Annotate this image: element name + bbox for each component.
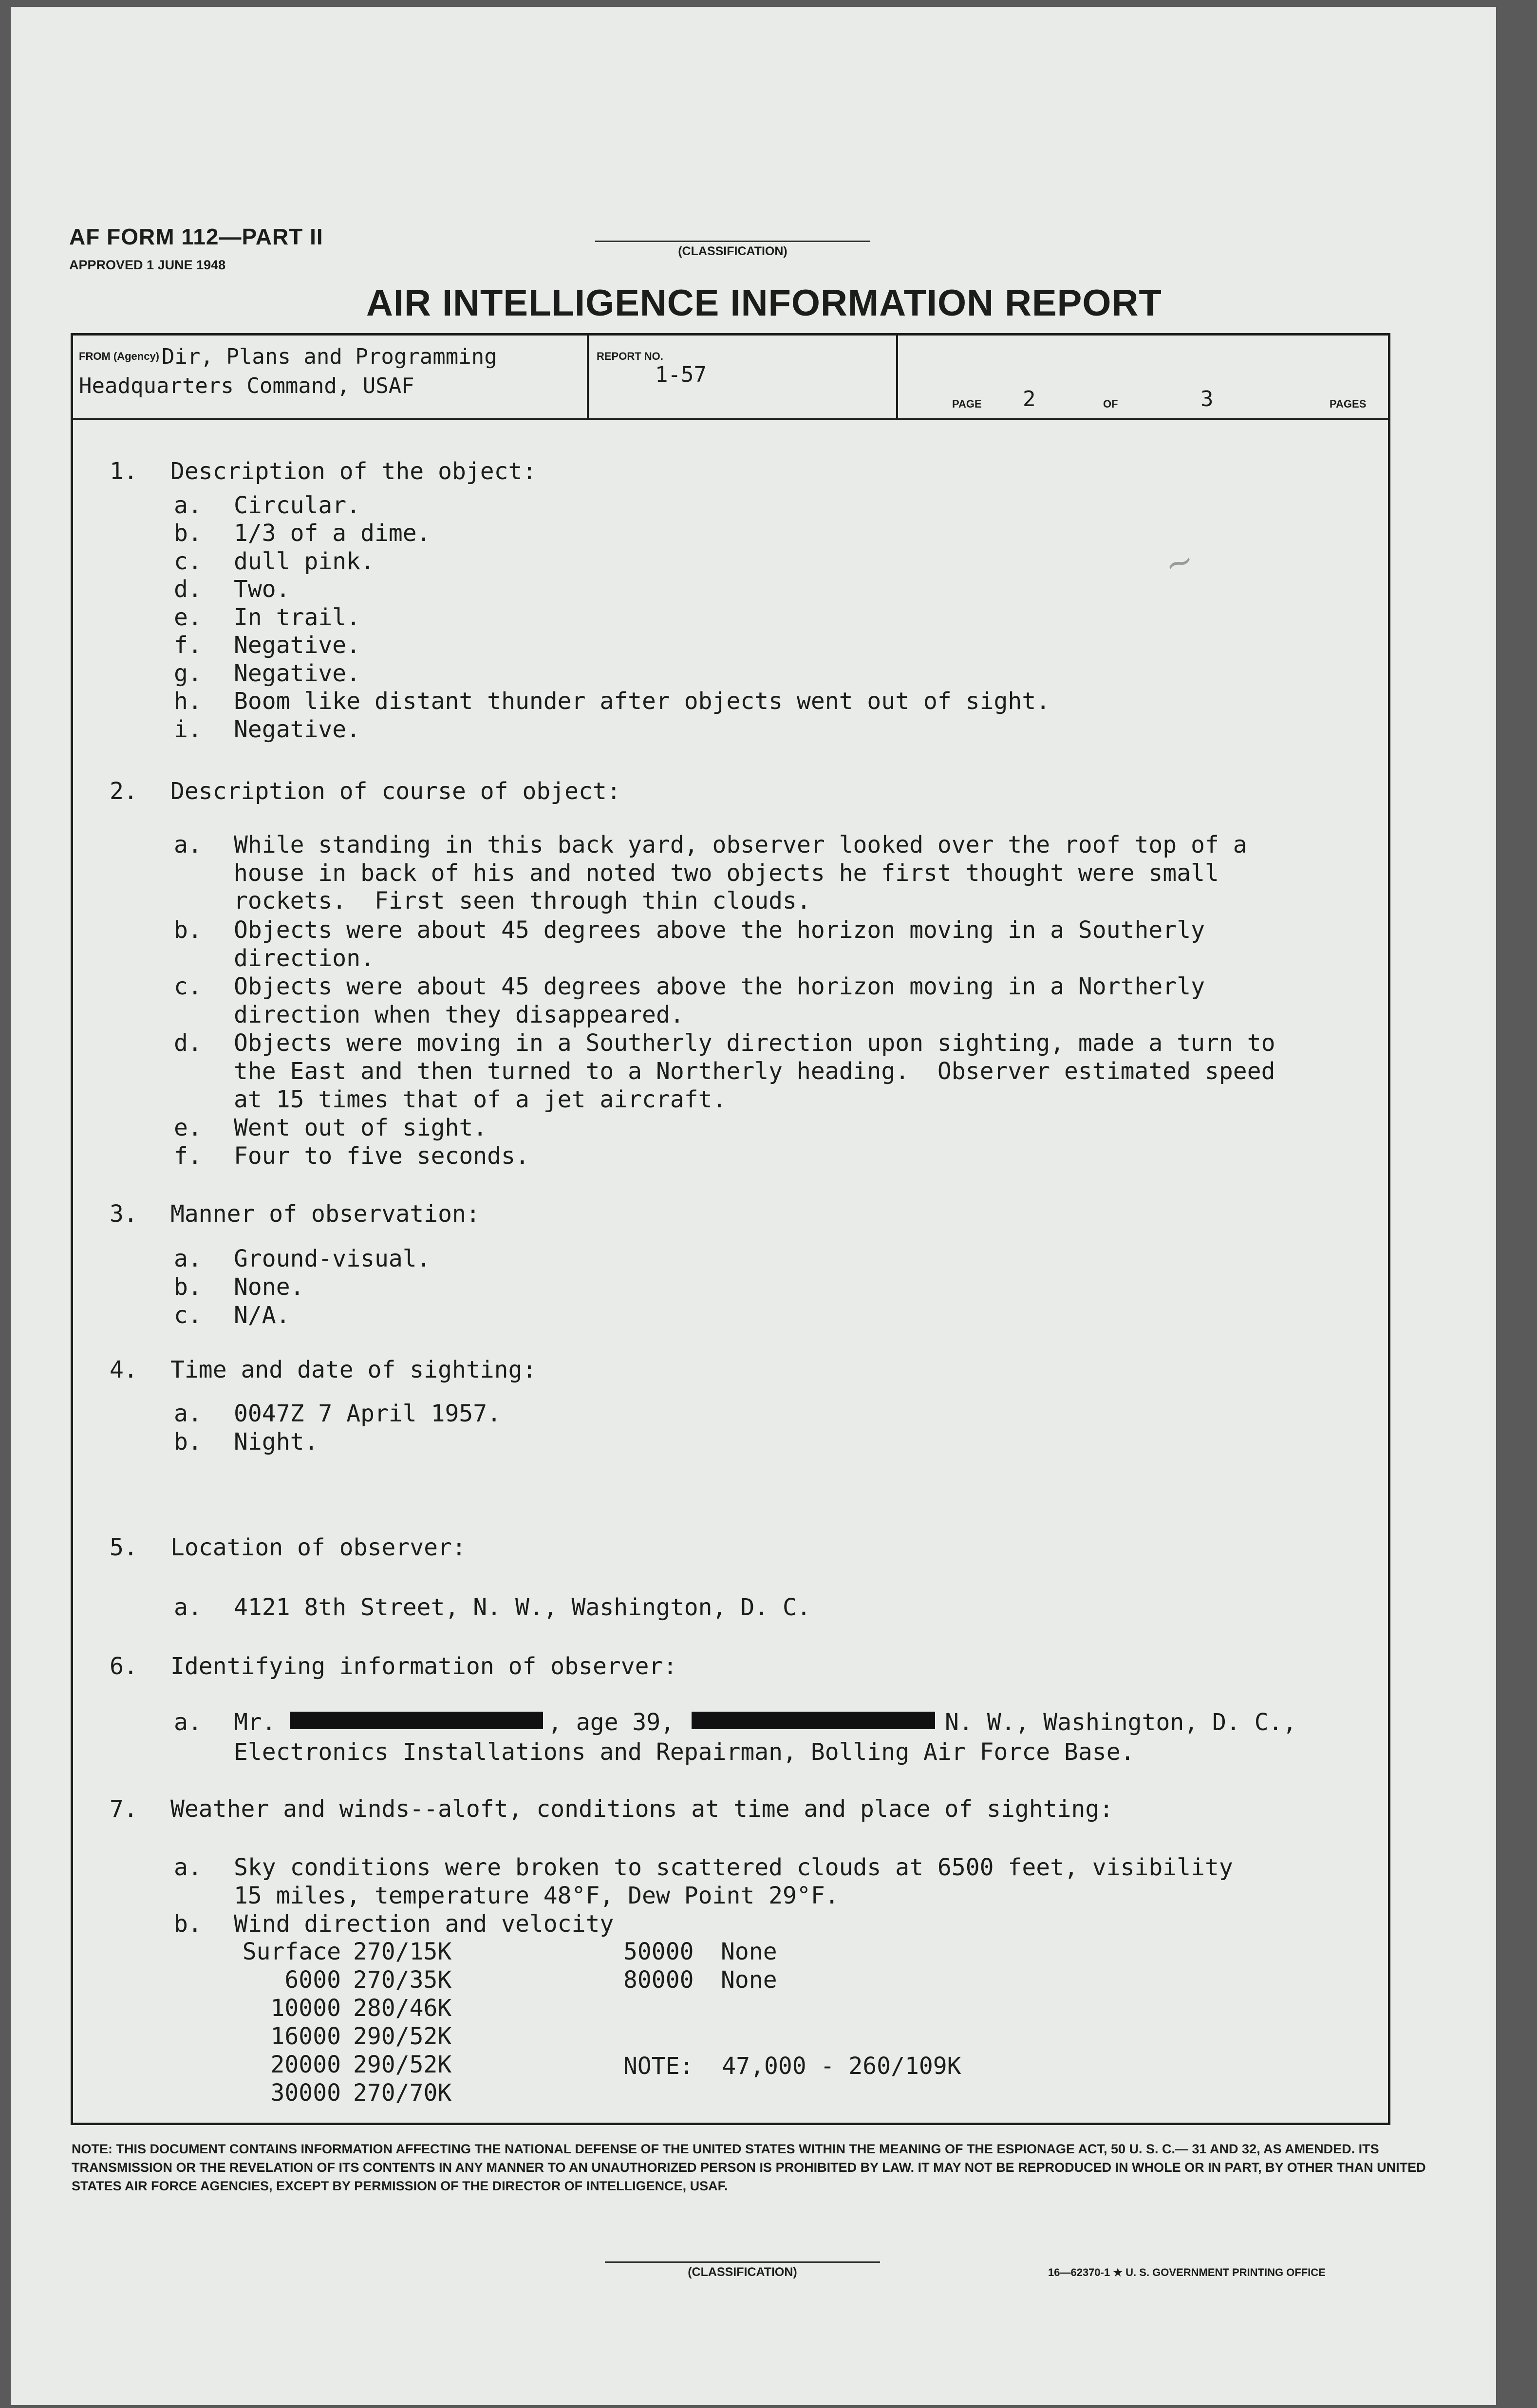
report-title: AIR INTELLIGENCE INFORMATION REPORT <box>366 282 1162 324</box>
report-header-row <box>73 336 1388 420</box>
body-text-line: Two. <box>234 576 290 603</box>
form-id: AF FORM 112—PART II <box>69 224 323 249</box>
section-number: 1. <box>110 458 138 485</box>
section-heading: Manner of observation: <box>170 1200 480 1228</box>
document-page <box>11 7 1496 2405</box>
section-number: 7. <box>110 1795 138 1823</box>
pages-label: PAGES <box>1330 398 1367 410</box>
total-pages: 3 <box>1200 387 1214 411</box>
item-letter: a. <box>174 1400 202 1427</box>
body-text-line: Electronics Installations and Repairman, Bolling Air Force Base. <box>234 1738 1135 1766</box>
body-text-line: 4121 8th Street, N. W., Washington, D. C. <box>234 1594 811 1621</box>
winds-value: None <box>721 1938 777 1965</box>
section-heading: Description of the object: <box>170 458 537 485</box>
item-letter: a. <box>174 1594 202 1621</box>
winds-altitude: 20000 <box>270 2051 341 2078</box>
winds-value: 290/52K <box>353 2051 452 2078</box>
from-line-1: Dir, Plans and Programming <box>162 344 497 369</box>
item-letter: e. <box>174 604 202 631</box>
from-label: FROM (Agency) <box>79 350 159 362</box>
winds-value: 270/70K <box>353 2079 452 2107</box>
body-text-line: direction when they disappeared. <box>234 1001 684 1028</box>
item-letter: f. <box>174 632 202 659</box>
winds-altitude: 16000 <box>270 2023 341 2050</box>
item-letter: c. <box>174 548 202 575</box>
section-heading: Identifying information of observer: <box>170 1653 677 1680</box>
body-text-line: Four to five seconds. <box>234 1142 529 1170</box>
item-letter: g. <box>174 660 202 687</box>
header-divider-2 <box>896 336 898 418</box>
body-text-line: Negative. <box>234 632 361 659</box>
body-text-line: While standing in this back yard, observer looked over the roof top of a <box>234 831 1247 859</box>
item-letter: a. <box>174 831 202 859</box>
of-label: OF <box>1103 398 1118 410</box>
body-text-line: Boom like distant thunder after objects went out of sight. <box>234 688 1050 715</box>
winds-value: 270/35K <box>353 1966 452 1994</box>
item-letter: i. <box>174 716 202 743</box>
body-text-line: None. <box>234 1273 304 1301</box>
page-count-cell <box>906 336 1388 418</box>
item-letter: c. <box>174 1302 202 1329</box>
winds-altitude: 10000 <box>270 1995 341 2022</box>
redaction-observer-name <box>290 1712 543 1729</box>
body-text-line: N/A. <box>234 1302 290 1329</box>
classification-line-top <box>595 241 870 242</box>
from-line-2: Headquarters Command, USAF <box>79 373 414 398</box>
item-letter: a. <box>174 1854 202 1881</box>
body-text-line: Night. <box>234 1428 319 1456</box>
item-letter: c. <box>174 973 202 1000</box>
body-text-line: rockets. First seen through thin clouds. <box>234 887 811 915</box>
item-letter: f. <box>174 1142 202 1170</box>
report-no-label: REPORT NO. <box>597 350 663 362</box>
section-number: 2. <box>110 778 138 805</box>
printing-office-line: 16—62370-1 ★ U. S. GOVERNMENT PRINTING OFFICE <box>1048 2266 1326 2278</box>
item-letter: a. <box>174 1245 202 1272</box>
body-text-line: Ground-visual. <box>234 1245 431 1272</box>
section-number: 6. <box>110 1653 138 1680</box>
winds-note: NOTE: 47,000 - 260/109K <box>623 2053 961 2080</box>
form-approved-date: APPROVED 1 JUNE 1948 <box>69 258 226 272</box>
winds-altitude: 80000 <box>623 1966 694 1994</box>
body-text-line: Circular. <box>234 492 361 519</box>
section-number: 5. <box>110 1534 138 1561</box>
security-footnote: NOTE: THIS DOCUMENT CONTAINS INFORMATION AFFECTING THE NATIONAL DEFENSE OF THE UNITED STATES WITHIN THE MEANING OF THE ESPIONAGE ACT, 50 U. S. C.— 31 AND 32, AS AMENDED. ITS TRANSMISSION OR THE REVELATION OF ITS CONTENTS IN ANY MANNER TO AN UNAUTHORIZED PERSON IS PROHIBITED BY LAW. IT MAY NOT BE REPRODUCED IN WHOLE OR IN PART, BY OTHER THAN UNITED STATES AIR FORCE AGENCIES, EXCEPT BY PERMISSION OF THE DIRECTOR OF INTELLIGENCE, USAF. <box>72 2142 1426 2193</box>
report-frame <box>71 333 1390 2125</box>
winds-value: None <box>721 1966 777 1994</box>
body-text-line: 0047Z 7 April 1957. <box>234 1400 502 1427</box>
section-heading: Location of observer: <box>170 1534 466 1561</box>
body-text-line: 15 miles, temperature 48°F, Dew Point 29°F. <box>234 1882 839 1909</box>
body-text-line: Negative. <box>234 716 361 743</box>
item-letter: b. <box>174 1428 202 1456</box>
page-label: PAGE <box>952 398 982 410</box>
body-text-line: direction. <box>234 945 375 972</box>
section-number: 4. <box>110 1356 138 1383</box>
classification-label-bottom: (CLASSIFICATION) <box>688 2265 797 2279</box>
winds-altitude: 50000 <box>623 1938 694 1965</box>
item-letter: d. <box>174 1029 202 1057</box>
header-divider-1 <box>587 336 589 418</box>
winds-altitude: 6000 <box>284 1966 341 1994</box>
body-text-line: In trail. <box>234 604 361 631</box>
body-text-line: Wind direction and velocity <box>234 1910 614 1938</box>
winds-value: 290/52K <box>353 2023 452 2050</box>
item-letter: e. <box>174 1114 202 1141</box>
item-letter: b. <box>174 1273 202 1301</box>
item-letter: b. <box>174 1910 202 1938</box>
item-letter: a. <box>174 492 202 519</box>
from-agency-cell <box>79 336 639 418</box>
winds-altitude: Surface <box>242 1938 341 1965</box>
page-number: 2 <box>1023 387 1036 411</box>
body-text-line: at 15 times that of a jet aircraft. <box>234 1086 727 1113</box>
body-text-line: Sky conditions were broken to scattered clouds at 6500 feet, visibility <box>234 1854 1233 1881</box>
body-text-line: the East and then turned to a Northerly heading. Observer estimated speed <box>234 1058 1275 1085</box>
report-no-cell <box>597 336 869 418</box>
observer-prefix: Mr. <box>234 1709 276 1736</box>
handwritten-annotation-mark: ~ <box>1159 539 1199 586</box>
observer-suffix: N. W., Washington, D. C., <box>945 1709 1297 1736</box>
body-text-line: Objects were moving in a Southerly direction upon sighting, made a turn to <box>234 1029 1275 1057</box>
body-text-line: Went out of sight. <box>234 1114 487 1141</box>
body-text-line: Negative. <box>234 660 361 687</box>
section-heading: Weather and winds--aloft, conditions at time and place of sighting: <box>170 1795 1114 1823</box>
classification-line-bottom <box>605 2261 880 2263</box>
observer-item-letter: a. <box>174 1709 202 1736</box>
item-letter: h. <box>174 688 202 715</box>
body-text-line: 1/3 of a dime. <box>234 520 431 547</box>
section-heading: Description of course of object: <box>170 778 621 805</box>
section-number: 3. <box>110 1200 138 1228</box>
body-text-line: Objects were about 45 degrees above the horizon moving in a Southerly <box>234 916 1205 944</box>
body-text-line: dull pink. <box>234 548 375 575</box>
section-heading: Time and date of sighting: <box>170 1356 537 1383</box>
winds-value: 270/15K <box>353 1938 452 1965</box>
report-no: 1-57 <box>655 362 707 387</box>
item-letter: b. <box>174 520 202 547</box>
winds-value: 280/46K <box>353 1995 452 2022</box>
redaction-observer-address <box>692 1712 935 1729</box>
item-letter: d. <box>174 576 202 603</box>
observer-age: , age 39, <box>548 1709 675 1736</box>
body-text-line: house in back of his and noted two objects he first thought were small <box>234 859 1219 887</box>
classification-label-top: (CLASSIFICATION) <box>678 244 787 258</box>
winds-altitude: 30000 <box>270 2079 341 2107</box>
item-letter: b. <box>174 916 202 944</box>
body-text-line: Objects were about 45 degrees above the horizon moving in a Northerly <box>234 973 1205 1000</box>
